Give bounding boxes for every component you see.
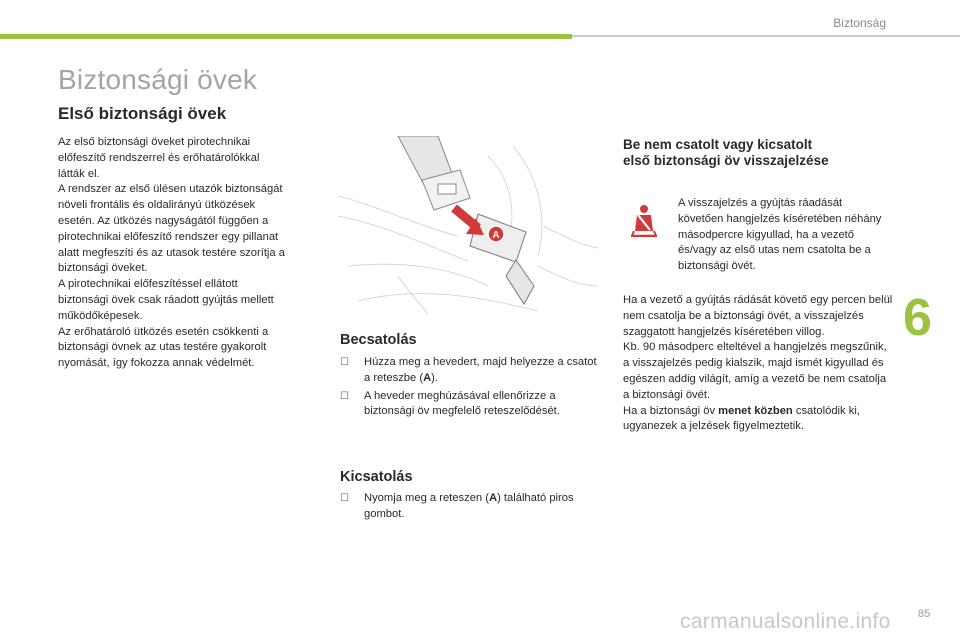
chapter-number: 6	[903, 289, 932, 347]
fastening-steps	[340, 355, 602, 422]
intro-paragraph: A pirotechnikai előfeszítéssel ellátott biztonsági övek csak ráadott gyújtás mellett működőképesek.	[58, 278, 274, 322]
page-title: Biztonsági övek	[58, 64, 258, 95]
warning-paragraph: Ha a vezető a gyújtás rádását követő egy percen belül nem csatolja be a biztonsági övét, a visszajelzés szaggatott hangjelzés kíséretében villog.	[623, 294, 893, 338]
seatbelt-buckle-drawing	[338, 136, 598, 316]
list-item: ☐ Húzza meg a hevedert, majd helyezze a csatot a reteszbe (A).	[340, 356, 597, 384]
section-label: Biztonság	[833, 16, 886, 30]
unfastening-steps	[340, 491, 602, 525]
intro-paragraph: Az első biztonsági öveket pirotechnikai előfeszítő rendszerrel és erőhatárolókkal látták el.	[58, 136, 260, 180]
warning-lamp-heading: Be nem csatolt vagy kicsatolt első biztonsági öv visszajelzése	[623, 137, 829, 168]
list-item: ☐ Nyomja meg a reteszen (A) található piros gombot.	[340, 492, 574, 520]
warning-paragraph: Kb. 90 másodperc elteltével a hangjelzés megszűnik, a visszajelzés pedig kialszik, majd ismét kigyullad és egészen addig világít, amíg a vezető be nem csatolja a biztonsági övét.	[623, 341, 887, 401]
seatbelt-buckle-illustration	[338, 136, 598, 316]
watermark: carmanualsonline.info	[680, 610, 891, 633]
header-divider-line	[572, 35, 960, 37]
unfastening-heading: Kicsatolás	[340, 469, 413, 485]
buckle-label-a: A	[492, 230, 500, 241]
warning-paragraph: Ha a biztonsági öv menet közben csatolódik ki, ugyanezek a jelzések figyelmeztetik.	[623, 404, 860, 433]
list-item: ☐ A heveder meghúzásával ellenőrizze a biztonsági öv megfelelő reteszelődését.	[340, 389, 560, 418]
first-seatbelt-heading: Első biztonsági övek	[58, 104, 227, 123]
warning-details-column	[623, 293, 893, 435]
warning-lamp-description: A visszajelzés a gyújtás ráadását követően hangjelzés kíséretében néhány másodpercre kigyullad, ha a vezető és/vagy az első utas nem csatolta be a biztonsági övét.	[678, 197, 882, 273]
intro-text-column	[58, 135, 288, 372]
header-accent-bar	[0, 34, 572, 39]
fastening-heading: Becsatolás	[340, 332, 417, 348]
intro-paragraph: A rendszer az első ülésen utazók biztonságát növeli frontális és oldalirányú ütközések esetén. Az ütközés nagyságától függően a pirotechnikai előfeszítő rendszer egy pillanat alatt megfeszíti és az utasok testére szorítja a biztonsági öveket.	[58, 183, 285, 275]
checkbox-bullet-icon: ☐	[340, 493, 349, 504]
intro-paragraph: Az erőhatároló ütközés esetén csökkenti a biztonsági övnek az utas testére gyakorolt nyomását, így fokozza annak védelmét.	[58, 325, 269, 370]
checkbox-bullet-icon: ☐	[340, 357, 349, 368]
page-number: 85	[918, 608, 931, 620]
seatbelt-warning-icon	[629, 203, 659, 237]
checkbox-bullet-icon: ☐	[340, 390, 349, 402]
